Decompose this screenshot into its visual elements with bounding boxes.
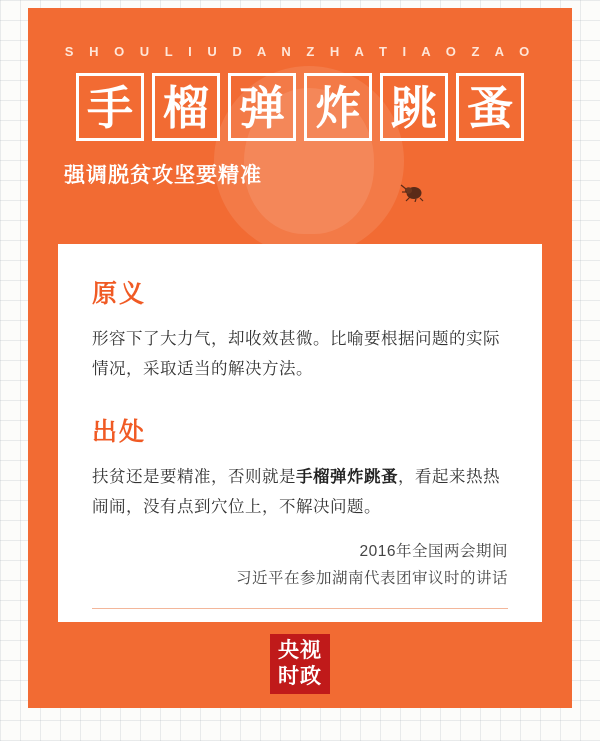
title-char-box: 手 [76, 73, 144, 141]
title-char-box: 蚤 [456, 73, 524, 141]
section-heading-source: 出处 [92, 418, 147, 446]
poster-card [28, 8, 572, 708]
poster-header [28, 8, 572, 244]
divider [92, 608, 508, 609]
logo-line-1: 央视 [278, 639, 322, 662]
cctv-logo [270, 634, 330, 694]
poster-subtitle: 强调脱贫攻坚要精准 [64, 164, 262, 187]
attribution [92, 538, 508, 592]
source-text-part1: 扶贫还是要精准，否则就是 [92, 468, 296, 486]
section-text-source [92, 462, 508, 522]
attribution-line-2: 习近平在参加湖南代表团审议时的讲话 [235, 570, 508, 587]
pinyin-line: S H O U L I U D A N Z H A T I A O Z A O [64, 44, 536, 59]
flea-icon [400, 182, 426, 202]
source-text-emphasis: 手榴弹炸跳蚤 [296, 468, 398, 486]
title-row [28, 73, 572, 141]
title-char-box: 炸 [304, 73, 372, 141]
source-text-part2: ，看起来热热闹闹，没有点到穴位上，不解决问题。 [92, 468, 500, 516]
logo-line-2: 时政 [278, 665, 322, 688]
content-sheet [58, 244, 542, 622]
title-char-box: 榴 [152, 73, 220, 141]
poster-footer [28, 622, 572, 708]
title-char-box: 弹 [228, 73, 296, 141]
attribution-line-1: 2016年全国两会期间 [359, 543, 508, 560]
title-char-box: 跳 [380, 73, 448, 141]
section-text-origin: 形容下了大力气，却收效甚微。比喻要根据问题的实际情况，采取适当的解决方法。 [92, 330, 500, 378]
section-heading-origin: 原义 [92, 280, 147, 308]
